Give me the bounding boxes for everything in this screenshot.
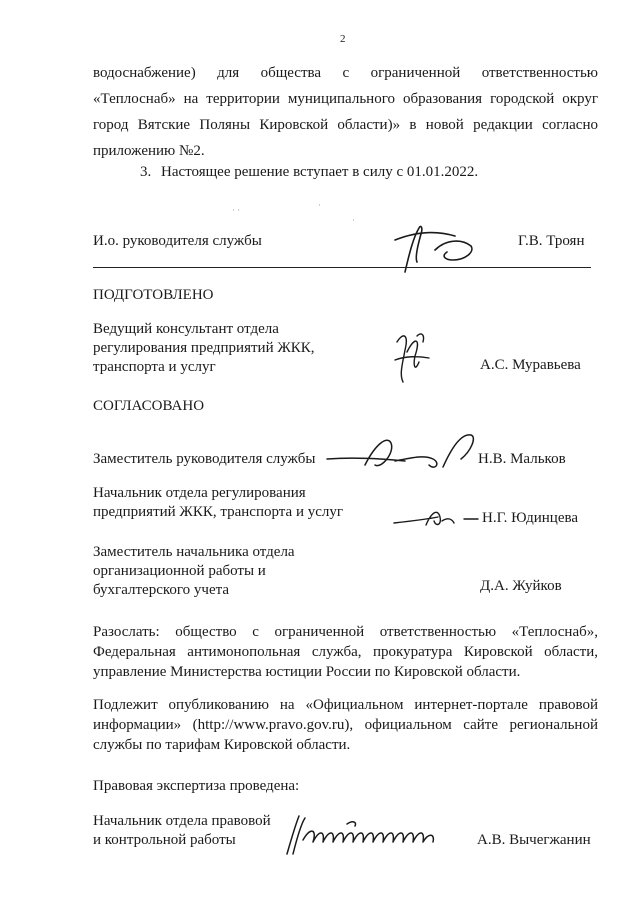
agreed-signer-2-signature-image [392, 505, 482, 535]
agreed-position-line: Заместитель начальника отдела [93, 544, 295, 560]
prepared-signature-image [385, 322, 445, 392]
legal-review-name: А.В. Вычегжанин [477, 832, 591, 848]
agreed-position-line: Заместитель руководителя службы [93, 451, 316, 467]
intro-line: приложению №2. [93, 143, 205, 159]
publication-line: информации» (http://www.pravo.gov.ru), официальном сайте региональной [93, 717, 598, 733]
intro-paragraph [93, 60, 598, 164]
legal-review-position [93, 812, 271, 850]
agreed-signer-1-position [93, 451, 315, 468]
agreed-signer-1-name: Н.В. Мальков [478, 451, 566, 467]
item-3 [140, 164, 478, 181]
head-position: И.о. руководителя службы [93, 233, 262, 249]
prepared-name: А.С. Муравьева [480, 357, 581, 373]
prepared-position-line: регулирования предприятий ЖКК, [93, 340, 315, 356]
agreed-position-line: предприятий ЖКК, транспорта и услуг [93, 504, 344, 520]
legal-review-statement: Правовая экспертиза проведена: [93, 778, 300, 794]
prepared-position [93, 320, 315, 377]
signature-divider [93, 267, 591, 268]
agreed-position-line: бухгалтерского учета [93, 582, 230, 598]
legal-review-position-line: Начальник отдела правовой [93, 813, 271, 829]
agreed-heading: СОГЛАСОВАНО [93, 398, 205, 414]
head-signature-image [375, 210, 485, 280]
legal-review-signature-image [283, 810, 453, 865]
distribution-line: управление Министерства юстиции России по Кировской области. [93, 664, 521, 680]
intro-line: «Теплоснаб» на территории муниципального образования городской округ [93, 91, 598, 107]
distribution-line: Федеральная антимонопольная служба, прокуратура Кировской области, [93, 644, 598, 660]
item-3-number: 3. [140, 164, 152, 180]
agreed-signer-2-name: Н.Г. Юдинцева [482, 510, 579, 526]
stamp-trace: · · [232, 205, 241, 215]
stamp-trace: · [352, 215, 355, 225]
item-3-text: Настоящее решение вступает в силу с 01.01.2022. [161, 164, 479, 180]
agreed-signer-2-position [93, 484, 343, 522]
publication-paragraph [93, 695, 598, 755]
legal-review-position-line: и контрольной работы [93, 832, 236, 848]
prepared-position-line: транспорта и услуг [93, 359, 216, 375]
agreed-position-line: организационной работы и [93, 563, 266, 579]
agreed-position-line: Начальник отдела регулирования [93, 485, 306, 501]
page-number: 2 [340, 33, 346, 45]
distribution-line: Разослать: общество с ограниченной ответственностью «Теплоснаб», [93, 624, 598, 640]
agreed-signer-3-position [93, 543, 295, 600]
publication-line: службы по тарифам Кировской области. [93, 737, 351, 753]
head-name: Г.В. Троян [518, 233, 585, 249]
agreed-signer-1-signature-image [325, 425, 485, 485]
prepared-heading: ПОДГОТОВЛЕНО [93, 287, 214, 303]
publication-line: Подлежит опубликованию на «Официальном интернет-портале правовой [93, 697, 598, 713]
agreed-signer-3-name: Д.А. Жуйков [480, 578, 562, 594]
distribution-paragraph [93, 622, 598, 682]
prepared-position-line: Ведущий консультант отдела [93, 321, 279, 337]
intro-line: водоснабжение) для общества с ограниченной ответственностью [93, 65, 598, 81]
stamp-trace: · [318, 200, 321, 210]
intro-line: город Вятские Поляны Кировской области)» в новой редакции согласно [93, 117, 598, 133]
